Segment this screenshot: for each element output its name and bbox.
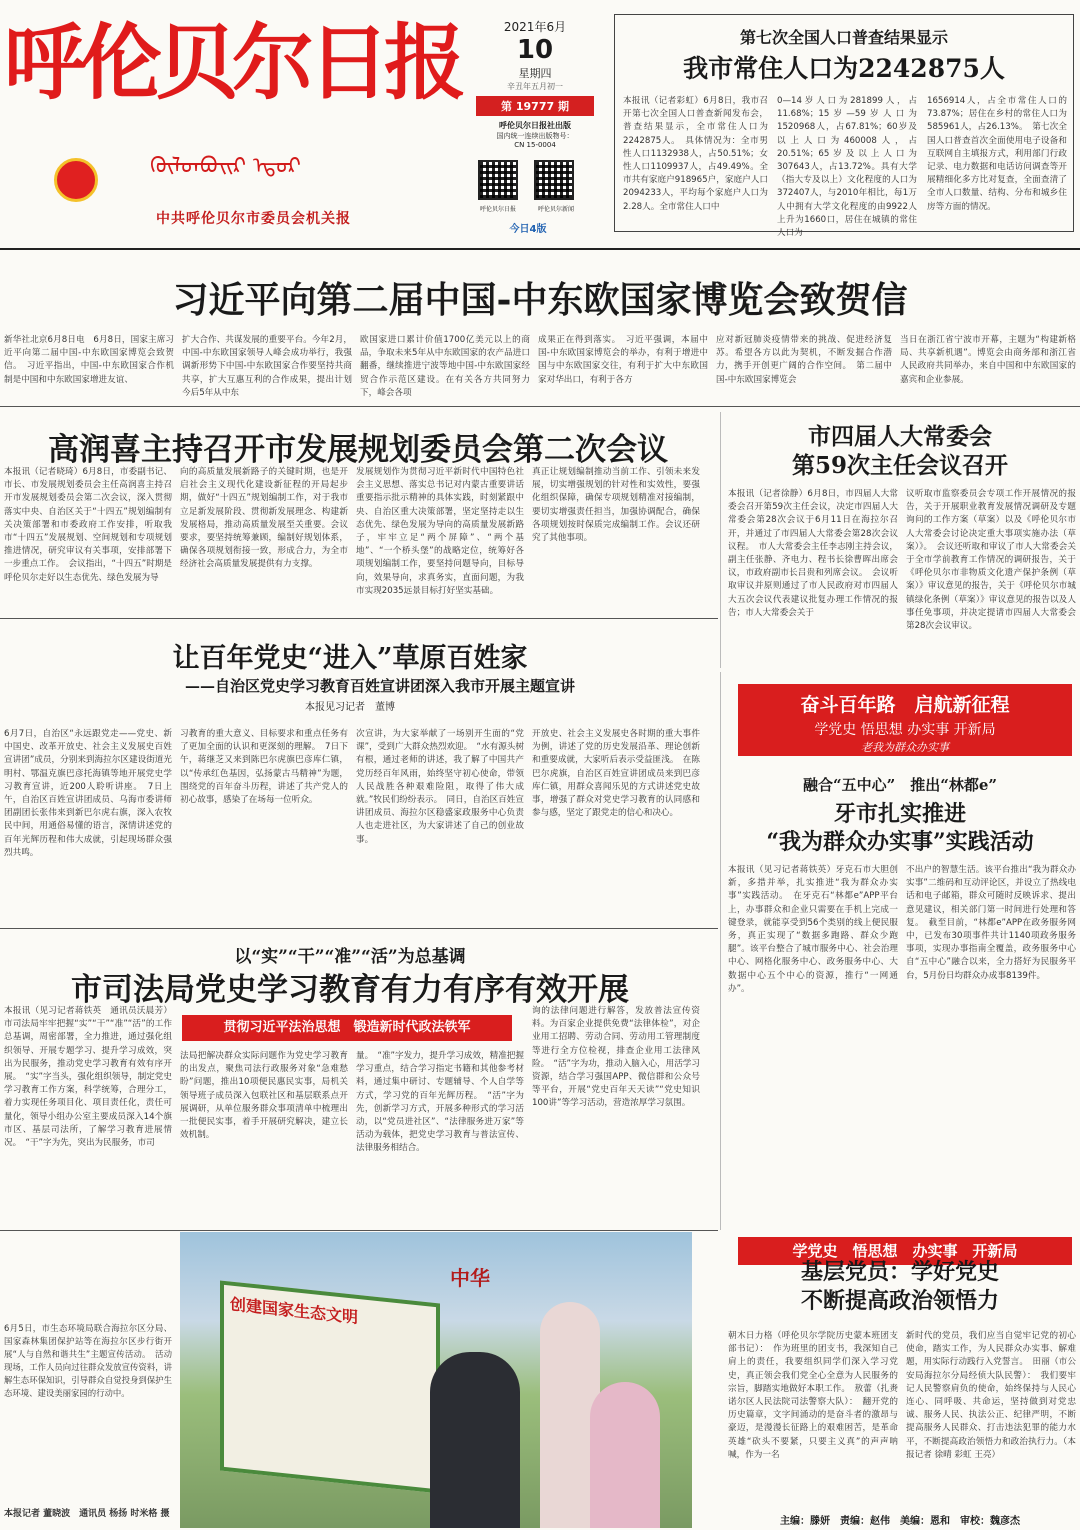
masthead-title: 呼伦贝尔日报 xyxy=(4,15,461,111)
article-kicker: 以“实”“干”“准”“活”为总基调 xyxy=(234,947,466,967)
cn-label: 国内统一连续出版物号： xyxy=(496,132,574,140)
census-body: 1656914人，占全市常住人口的73.87%；居住在乡村的常住人口为585961人，占26.13%。 第七次全国人口普查首次全面使用电子设备和互联网自主填报方式，利用部门行政记录、电力数据和电话访问调查等开展精细化多方比对复查，全面查清了全市人口数量、结构、分布和城乡住房等方面的情况。 xyxy=(927,96,1067,212)
article-headline[interactable]: 市四届人大常委会 第59次主任会议召开 xyxy=(791,423,1008,479)
article-body: 向的高质量发展新路子的关键时期，也是开启社会主义现代化建设新征程的开局起步期，做好“十四五”规划编制工作，对于我市立足新发展阶段、贯彻新发展理念、构建新发展格局，推动高质量发展至关重要。会议要求，要坚持统筹兼顾，编制好规划体系，确保各项规划衔接一致，形成合力，为全市经济社会高质量发展提供有力支撑。 xyxy=(180,467,348,570)
article-body: 议听取市监察委员会专项工作开展情况的报告，关于开展职业教育发展情况调研及专题询问的工作方案（草案）以及《呼伦贝尔市人大常委会讨论决定重大事项实施办法（草案）》。 会议还听取和审议了市人大常委会关于全市学前教育工作情况的调研报告，关于《呼伦贝尔市非物质文化遗产保护条例（草案）》审议意见的报告，关于《呼伦贝尔市城镇绿化条例（草案）》审议意见的报告以及人事任免事项，并决定提请市四届人大常委会第28次会议审议。 xyxy=(906,489,1076,632)
qr-code-icon[interactable] xyxy=(534,160,574,200)
qr-label: 呼伦贝尔新闻 xyxy=(537,206,574,213)
census-body: 0—14岁人口为281899人，占11.68%；15岁—59岁人口为1520968人，占67.81%；60岁及以上人口为460008人，占20.51%；65岁及以上人口为307643人，占13.72%。具有大学（指大专及以上）文化程度的人口为372407人，与2010年相比，每1万人中拥有大学文化程度的由9922人上升为1660口，居住在城镇的常住人口为 xyxy=(777,96,917,239)
article-body: 本报讯（记者晓琦）6月8日，市委副书记、市长、市发展规划委员会主任高润喜主持召开市发展规划委员会第二次会议，深入贯彻落实中央、自治区关于“十四五”规划编制有关决策部署和市委政府工作安排，听取我市“十四五”发展规划、空间规划和专项规划推进情况，研究审议有关事项，安排部署下一步重点工作。 会议指出，“十四五”时期是呼伦贝尔走好以生态优先、绿色发展为导 xyxy=(4,467,172,583)
cn-number: CN 15-0004 xyxy=(514,141,556,149)
date-year-month: 2021年6月 xyxy=(503,20,567,34)
board-sign: 创建国家生态文明 xyxy=(230,1294,359,1327)
article-body: 询的法律问题进行解答，发放普法宣传资料。为百家企业提供免费“法律体检”，对企业用工招聘、劳动合同、劳动用工管理制度等进行全方位检视，排查企业用工法律风险。 “活”字为功，推动入脑入心，用活学习资源，结合学习强国APP、微信群和公众号等平台，开展“党史百年天天读”“党史知识100讲”等学习活动，营造浓厚学习氛围。 xyxy=(532,1006,700,1109)
divider xyxy=(720,412,721,668)
article-body: 新时代的党员，我们应当自觉牢记党的初心使命，踏实工作，为人民群众办实事、解难题，用实际行动践行入党誓言。 田丽（市公安局海拉尔分局经侦大队民警）： 我们要牢记人民警察肩负的使命，始终保持与人民心连心、同呼吸、共命运，坚持做到对党忠诚、服务人民、执法公正、纪律严明，不断提高服务人民群众、打击违法犯罪的能力水平，不断提高政治领悟力和政治执行力。（本报记者 徐晴 彩虹 王亮） xyxy=(906,1331,1076,1460)
date-lunar: 辛丑年五月初一 xyxy=(507,82,563,91)
article-body: 当日在浙江省宁波市开幕，主题为“构建新格局、共享新机遇”。博览会由商务部和浙江省人民政府共同举办，来自中国和中东欧国家的嘉宾和企业参展。 xyxy=(900,335,1076,385)
article-headline[interactable]: 让百年党史“进入”草原百姓家 xyxy=(172,643,528,674)
article-headline[interactable]: 牙市扎实推进 “我为群众办实事”实践活动 xyxy=(766,801,1034,855)
building-sign: 中华 xyxy=(450,1266,490,1290)
banner-slogan: 老我为群众办实事 xyxy=(861,741,949,754)
article-kicker: 融合“五中心” 推出“林都e” xyxy=(802,776,998,794)
party-emblem-icon xyxy=(54,158,98,202)
publisher: 呼伦贝尔日报社出版 xyxy=(499,121,571,130)
article-body: 欧国家进口累计价值1700亿美元以上的商品，争取未来5年从中东欧国家的农产品进口翻番，继续推进宁波等地中国-中东欧国家经贸合作示范区建设。在有关各方共同努力下，峰会各项 xyxy=(360,335,530,398)
photo-caption: 6月5日，市生态环境局联合海拉尔区分局、国家森林集团保护站等在海拉尔区步行街开展“人与自然和谐共生”主题宣传活动。 活动现场，工作人员向过往群众发放宣传资料，讲解生态环保知识，引导群众自觉投身到保护生态环境、建设美丽家园的行动中。 xyxy=(4,1323,172,1398)
article-body: 不出户的智慧生活。该平台推出“我为群众办实事”二维码和互动评论区，并设立了热线电话和电子邮箱，群众可随时反映诉求、提出意见建议，相关部门第一时间进行处理和答复。 截至目前，“林都e”APP在政务服务网中，已发布30项事件共计1140项政务服务事项，实现办事指南全覆盖，政务服务中心自“五中心”融合以来，全力搭好为民服务平台，5月份日均群众办成事8139件。 xyxy=(906,865,1076,981)
date-day: 10 xyxy=(516,35,554,65)
divider xyxy=(0,1230,718,1231)
footer-credits: 主编：滕妍 责编：赵伟 美编：恩和 审校：魏彦杰 xyxy=(780,1516,1020,1527)
article-body: 法局把解决群众实际问题作为党史学习教育的出发点，聚焦司法行政服务对象“急难愁盼”问题，推出10项便民惠民实事，局机关领导班子成员深入包联社区和基层联系点开展调研，从单位服务群众事项清单中梳理出一批便民实事，着手开展研究解决，建立长效机制。 xyxy=(180,1051,348,1141)
date-block xyxy=(470,18,600,149)
article-body: 习教育的重大意义、目标要求和重点任务有了更加全面的认识和更深刻的理解。 7日下午，蒋继芝又来到陈巴尔虎旗巴彦库仁镇，以“传承红色基因，弘扬蒙古马精神”为题，围绕党的百年奋斗历程，讲述了共产党人的初心故事，感染了在场每一位听众。 xyxy=(180,729,348,806)
person-figure xyxy=(430,1352,520,1528)
article-headline[interactable]: 基层党员：学好党史 不断提高政治领悟力 xyxy=(800,1259,999,1314)
byline: 本报见习记者 董博 xyxy=(305,702,395,713)
date-weekday: 星期四 xyxy=(518,67,552,80)
divider xyxy=(0,248,1080,250)
masthead-organ: 中共呼伦贝尔市委员会机关报 xyxy=(156,211,351,227)
census-body: 本报讯（记者彩虹）6月8日，我市召开第七次全国人口普查新闻发布会，普查结果显示，全市常住人口为2242875人。 具体情况为：全市男性人口1132938人，占50.51%；女性人口1109937人，占49.49%。全市共有家庭户918965户，家庭户人口2094233人，平均每个家庭户人口为2.28人。全市常住人口中 xyxy=(623,96,768,212)
census-headline: 我市常住人口为2242875人 xyxy=(683,54,1005,83)
child-figure xyxy=(590,1382,660,1528)
campaign-banner: 学党史 悟思想 办实事 开新局 xyxy=(738,1237,1072,1265)
article-body: 朝木日力格（呼伦贝尔学院历史蒙本班团支部书记）： 作为班里的团支书，我深知自己肩上的责任，我要组织同学们深入学习党史，真正领会我们党全心全意为人民服务的宗旨，脚踏实地做好本职工作。 敖蕾（扎赉诺尔区人民法院司法警察大队）： 翻开党的历史篇章，文字间涌动的是奋斗者的激昂与豪迈，是漫漫长征路上的艰难困苦，是革命英雄“砍头不要紧，只要主义真”的声声呐喊，作为一名 xyxy=(728,1331,898,1460)
article-body: 本报讯（见习记者蒋铁英 通讯员沃晨芳）市司法局牢牢把握“实”“干”“准”“活”的工作总基调，周密部署，全力推进，通过强化组织领导、开展专题学习、提升学习成效，突出为民服务，推动党史学习教育有效有序开展。 “实”字当头，强化组织领导，制定党史学习教育工作方案，科学统筹，合理分工，着力实现任务项目化、项目责任化，责任可量化，领导小组办公室主要成员深入14个旗市区、基层司法所，了解学习教育进展情况。 “干”字为先，突出为民服务，市司 xyxy=(4,1006,172,1149)
exhibit-board xyxy=(220,1280,440,1493)
article-body: 新华社北京6月8日电 6月8日，国家主席习近平向第二届中国-中东欧国家博览会致贺信。 习近平指出，中国-中东欧国家合作机制是中国和中东欧国家增进友谊、 xyxy=(4,335,174,385)
article-body: 成果正在得到落实。 习近平强调，本届中国-中东欧国家博览会的举办，有利于增进中国与中东欧国家交往，有利于扩大中东欧国家对华出口，有利于各方 xyxy=(538,335,708,385)
article-body: 真正让规划编制推动当前工作、引领未来发展，切实增强规划的针对性和实效性，要强化组织保障，确保专项规划精准对接编制，要切实增强责任担当，加强协调配合，确保各项规划按时保质完成编制工作。会议还研究了其他事项。 xyxy=(532,467,700,544)
photo-byline: 本报记者 董晓波 通讯员 杨扬 时米格 摄 xyxy=(4,1509,170,1519)
news-photo[interactable] xyxy=(180,1232,692,1528)
divider xyxy=(0,928,718,929)
qr-code-icon[interactable] xyxy=(478,160,518,200)
divider xyxy=(0,618,718,619)
census-box xyxy=(614,14,1074,239)
article-body: 6月7日，自治区“永远跟党走——党史、新中国史、改革开放史、社会主义发展史百姓宣讲团”成员，分别来到海拉尔区建设街道光明村、鄂温克旗巴彦托海镇等地开展党史学习教育宣讲，近200人聆听讲座。 7日上午，自治区百姓宣讲团成员、乌海市委讲师团副团长张伟来到新巴尔虎右旗，深入农牧民中间，用通俗易懂的语言，深情讲述党的百年光辉历程和伟大成就，引起现场群众强烈共鸣。 xyxy=(4,729,172,858)
article-headline[interactable]: 习近平向第二届中国-中东欧国家博览会致贺信 xyxy=(172,279,908,321)
article-body: 扩大合作、共谋发展的重要平台。今年2月，中国-中东欧国家领导人峰会成功举行，我强调新形势下中国-中东欧国家合作要坚持共商共享，扩大互惠互利的合作成果，提出计划今后5年从中东 xyxy=(182,335,352,398)
banner-subtitle: 学党史 悟思想 办实事 开新局 xyxy=(814,722,996,738)
article-body: 量。 “准”字发力，提升学习成效，精准把握学习重点，结合学习指定书籍和其他参考材料，通过集中研讨、专题辅导、个人自学等方式，学习党的百年光辉历程。 “活”字为先，创新学习方式，开展多种形式的学习活动，以“党员进社区”、“法律服务进万家”等活动为载体，把党史学习教育与普法宣传、法律服务相结合。 xyxy=(356,1051,524,1154)
page-count: 今日4版 xyxy=(509,224,547,235)
article-subheadline: ——自治区党史学习教育百姓宣讲团深入我市开展主题宣讲 xyxy=(184,677,575,695)
census-kicker: 第七次全国人口普查结果显示 xyxy=(739,28,948,47)
divider xyxy=(720,672,721,1230)
article-headline[interactable]: 市司法局党史学习教育有力有序有效开展 xyxy=(71,972,629,1008)
qr-label: 呼伦贝尔日报 xyxy=(479,206,516,213)
article-headline[interactable]: 高润喜主持召开市发展规划委员会第二次会议 xyxy=(48,432,668,468)
article-body: 发展规划作为贯彻习近平新时代中国特色社会主义思想、落实总书记对内蒙古重要讲话重要指示批示精神的具体实践，时刻紧跟中央、自治区重大决策部署，坚定坚持走以生态优先、绿色发展为导向的高质量发展新路子，牢牢立足“两个屏障”、“两个基地”、“一个桥头堡”的战略定位，统筹好各项规划编制工作，要坚持问题导向，目标导向，效果导向，求真务实，直面问题，为我市实现2035远景目标打好坚实基础。 xyxy=(356,467,524,596)
article-body: 本报讯（记者徐静）6月8日，市四届人大常委会召开第59次主任会议，决定市四届人大常委会第28次会议于6月11日在海拉尔召开，并通过了市四届人大常委会第28次会议议程。 市人大常委会主任李志刚主持会议，副主任张静、齐电力、程书长徐曹晖出席会议，市政府副市长吕贵和列席会议。 会议听取审议并原则通过了市人民政府对市四届人大五次会议代表建议批复办理工作情况的报告；市人大常委会关于 xyxy=(728,489,898,618)
article-banner: 贯彻习近平法治思想 锻造新时代政法铁军 xyxy=(182,1015,512,1041)
campaign-banner xyxy=(738,684,1072,756)
banner-title: 奋斗百年路 启航新征程 xyxy=(800,694,1010,716)
article-body: 次宣讲，为大家举献了一场别开生面的“党课”，受到广大群众热烈欢迎。 “水有源头树有根，通过老师的讲述，我了解了中国共产党历经百年风雨，始终坚守初心使命，带领人民战胜各种艰难险阻，取得了伟大成就。”牧民们纷纷表示。 同日，自治区百姓宣讲团成员、海拉尔区稳盛家政服务中心负责人也走进社区，为大家讲述了自己的创业故事。 xyxy=(356,729,524,845)
article-body: 应对新冠肺炎疫情带来的挑战、促进经济复苏。希望各方以此为契机，不断发掘合作潜力，携手开创更广阔的合作空间。 第二届中国-中东欧国家博览会 xyxy=(716,335,892,385)
masthead-mongolian: ᠬᠥᠯᠥᠨᠪᠦᠢᠷ ᠡᠳᠦᠷ xyxy=(150,154,301,179)
article-body: 本报讯（见习记者蒋铁英）牙克石市大胆创新，多措并举，扎实推进“我为群众办实事”实践活动。 在牙克石“林都e”APP平台上，办事群众和企业只需要在手机上完成一键登录，就能享受到56个类别的线上便民服务，真正实现了“数据多跑路、群众少跑腿”。该平台整合了城市服务中心、社会治理中心、网格化服务中心、政务服务中心、大数据中心五个中心的资源，推行“一网通办”。 xyxy=(728,865,898,994)
issue-number: 第 19777 期 xyxy=(476,96,594,116)
article-body: 开放史、社会主义发展史各时期的重大事件为例，讲述了党的历史发展沿革、理论创新和重要成就，大家听后表示受益匪浅。 在陈巴尔虎旗，自治区百姓宣讲团成员来到巴彦库仁镇，用群众喜闻乐见的方式讲述党史故事，增强了群众对党史学习教育的认同感和参与感，坚定了跟党走的信心和决心。 xyxy=(532,729,700,819)
divider xyxy=(0,406,1080,407)
